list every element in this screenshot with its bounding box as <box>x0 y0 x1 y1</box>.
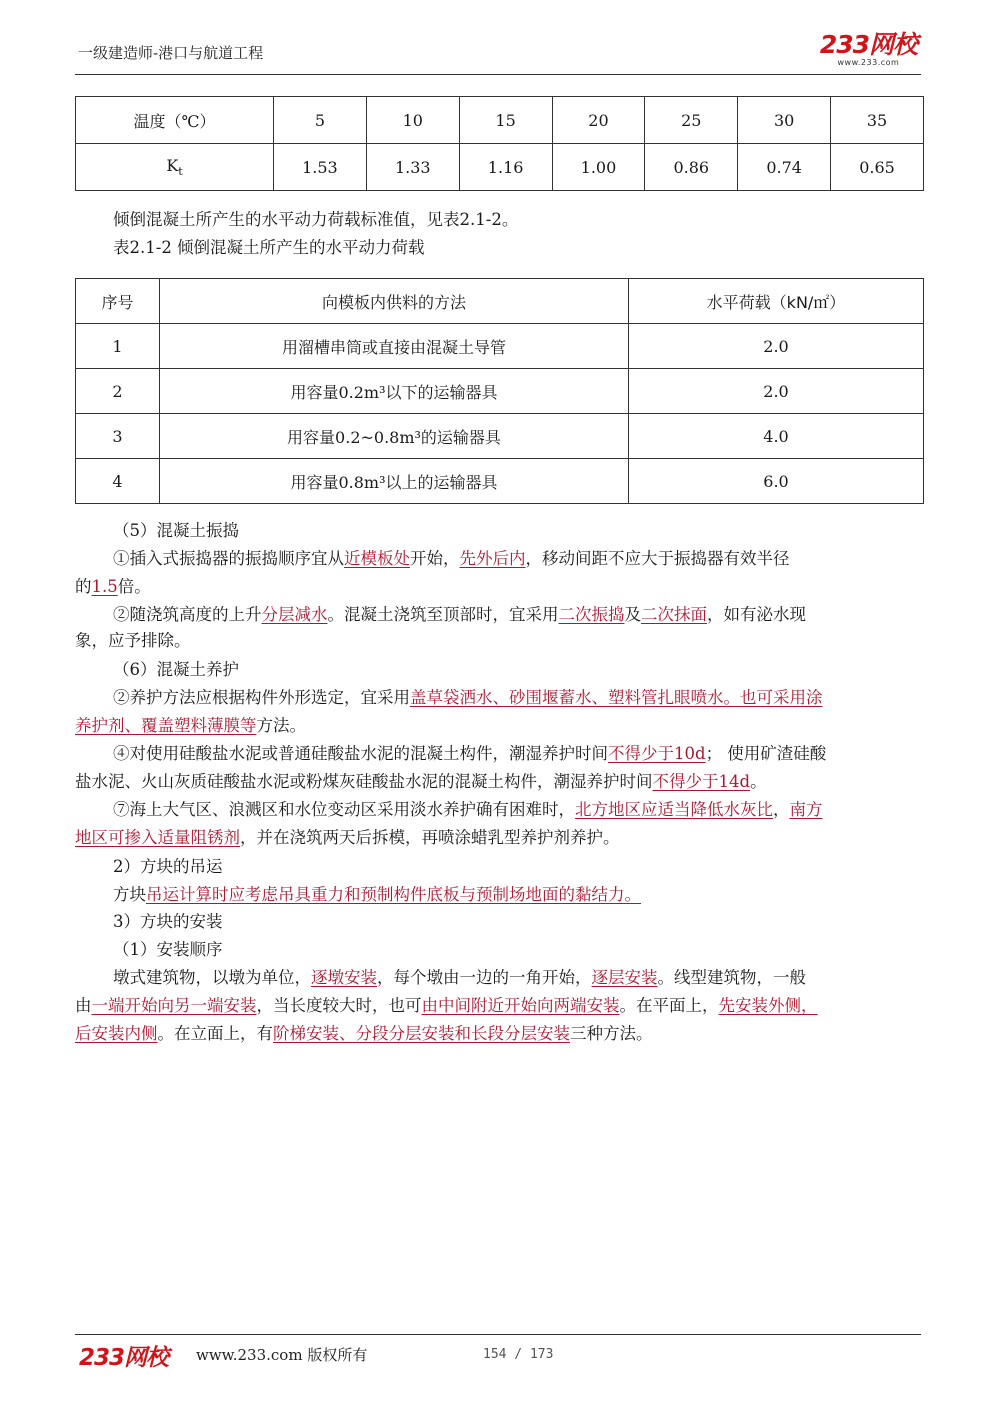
text-span: 由 <box>75 996 92 1015</box>
text-span: ①插入式振捣器的振捣顺序宜从 <box>113 549 344 568</box>
brand-logo[interactable] <box>820 32 917 67</box>
table-cell: 15 <box>459 97 552 144</box>
page-number: 154 / 173 <box>483 1347 554 1362</box>
table-cell: 5 <box>274 97 367 144</box>
paragraph-line <box>75 995 925 1017</box>
table-cell: 2.0 <box>629 324 924 369</box>
text-span: 。在立面上，有 <box>157 1024 273 1043</box>
text-span: ，如有泌水现 <box>707 605 806 624</box>
text-span: 及 <box>624 605 641 624</box>
table-cell: 4 <box>76 459 160 504</box>
text-span: ，每个墩由一边的一角开始， <box>377 968 592 987</box>
paragraph-line <box>113 799 963 821</box>
column-header: 序号 <box>76 279 160 324</box>
paragraph-line <box>75 715 925 737</box>
highlight-span: 吊运计算时应考虑吊具重力和预制构件底板与预制场地面的黏结力。 <box>146 885 641 904</box>
highlight-span: 二次振捣 <box>558 605 625 624</box>
highlight-span: 逐墩安装 <box>311 968 377 987</box>
table-cell: 用容量0.8m³以上的运输器具 <box>160 459 629 504</box>
highlight-span: 二次抹面 <box>641 605 707 624</box>
table-cell: 0.86 <box>645 144 738 191</box>
table-row <box>76 144 924 191</box>
paragraph-line <box>75 771 925 793</box>
highlight-span: 由中间附近开始向两端安装 <box>421 996 620 1015</box>
logo-text: 233网校 <box>819 30 917 59</box>
table-cell: 1.53 <box>274 144 367 191</box>
table-row <box>76 459 924 504</box>
table-cell: 0.74 <box>738 144 831 191</box>
section-heading: （1）安装顺序 <box>113 940 223 959</box>
paragraph-line <box>113 967 963 989</box>
text-span: ②随浇筑高度的上升 <box>113 605 262 624</box>
kt-symbol: K <box>166 155 179 175</box>
paragraph-line <box>75 1023 925 1045</box>
highlight-span: 南方 <box>789 800 823 819</box>
table-row <box>76 369 924 414</box>
table-cell: 10 <box>366 97 459 144</box>
logo-url: www.233.com <box>837 58 900 67</box>
paragraph-line <box>113 687 963 709</box>
table-cell: 25 <box>645 97 738 144</box>
text-span: ， <box>773 800 790 819</box>
table-cell: 1.00 <box>552 144 645 191</box>
text-span: 开始， <box>410 549 460 568</box>
intro-line: 倾倒混凝土所产生的水平动力荷载标准值，见表2.1-2。 <box>113 210 519 229</box>
text-span: 。 <box>750 772 767 791</box>
table-row <box>76 414 924 459</box>
highlight-span: 不得少于10d <box>608 744 706 763</box>
text-span: ②养护方法应根据构件外形选定，宜采用 <box>113 688 410 707</box>
highlight-span: 一端开始向另一端安装 <box>91 996 257 1015</box>
paragraph-line <box>113 604 963 626</box>
text-span: 方法。 <box>256 716 306 735</box>
page-footer <box>75 1334 921 1375</box>
text-span: 盐水泥、火山灰质硅酸盐水泥或粉煤灰硅酸盐水泥的混凝土构件，潮湿养护时间 <box>75 772 653 791</box>
text-span: ，并在浇筑两天后拆模，再喷涂蜡乳型养护剂养护。 <box>240 828 620 847</box>
column-header: 水平荷载（kN/㎡） <box>629 279 924 324</box>
highlight-span: 先外后内 <box>459 549 526 568</box>
text-span: 。混凝土浇筑至顶部时，宜采用 <box>327 605 559 624</box>
section-heading: 3）方块的安装 <box>113 912 223 931</box>
table-cell: 6.0 <box>629 459 924 504</box>
text-span: ； 使用矿渣硅酸 <box>705 744 827 763</box>
text-span: 三种方法。 <box>570 1024 653 1043</box>
table-cell-label <box>76 144 274 191</box>
footer-logo[interactable]: 233网校 <box>79 1345 169 1371</box>
highlight-span: 先安装外侧， <box>718 996 818 1015</box>
table-header-row <box>76 279 924 324</box>
highlight-span: 分层减水 <box>261 605 328 624</box>
highlight-span: 北方地区应适当降低水灰比 <box>575 800 773 819</box>
table-row <box>76 97 924 144</box>
paragraph-line <box>113 884 963 906</box>
text-span: ，当长度较大时，也可 <box>256 996 422 1015</box>
highlight-span: 阶梯安装、分段分层安装和长段分层安装 <box>273 1024 570 1043</box>
paragraph-line <box>75 576 925 598</box>
column-header: 向模板内供料的方法 <box>160 279 629 324</box>
text-span: ④对使用硅酸盐水泥或普通硅酸盐水泥的混凝土构件，潮湿养护时间 <box>113 744 608 763</box>
table-cell: 1.33 <box>366 144 459 191</box>
paragraph-line <box>113 548 963 570</box>
highlight-span: 近模板处 <box>344 549 410 568</box>
highlight-span: 不得少于14d <box>652 772 751 791</box>
section-heading: 2）方块的吊运 <box>113 857 223 876</box>
paragraph-line <box>113 743 963 765</box>
table-cell: 30 <box>738 97 831 144</box>
table-cell: 1 <box>76 324 160 369</box>
table-cell: 35 <box>831 97 924 144</box>
table-cell: 用容量0.2m³以下的运输器具 <box>160 369 629 414</box>
text-span: 方块 <box>113 885 146 904</box>
text-span: ，移动间距不应大于振捣器有效半径 <box>525 549 790 568</box>
table-caption: 表2.1-2 倾倒混凝土所产生的水平动力荷载 <box>113 238 425 257</box>
highlight-span: 地区可掺入适量阻锈剂 <box>75 828 240 847</box>
table-cell: 1.16 <box>459 144 552 191</box>
highlight-span: 后安装内侧 <box>75 1024 158 1043</box>
table-row <box>76 324 924 369</box>
text-span: 的 <box>75 577 92 596</box>
table-cell: 2 <box>76 369 160 414</box>
paragraph-line <box>75 827 925 849</box>
highlight-span: 逐层安装 <box>591 968 658 987</box>
table-cell: 用溜槽串筒或直接由混凝土导管 <box>160 324 629 369</box>
highlight-span: 1.5 <box>91 577 118 596</box>
header-title: 一级建造师-港口与航道工程 <box>78 44 264 62</box>
table-cell: 0.65 <box>831 144 924 191</box>
highlight-span: 盖草袋洒水、砂围堰蓄水、塑料管扎眼喷水。也可采用涂 <box>410 688 823 707</box>
temperature-coefficient-table <box>75 96 924 191</box>
section-heading: （6）混凝土养护 <box>113 660 239 679</box>
text-span: ⑦海上大气区、浪溅区和水位变动区采用淡水养护确有困难时， <box>113 800 575 819</box>
horizontal-load-table <box>75 278 924 504</box>
table-cell: 2.0 <box>629 369 924 414</box>
table-cell: 3 <box>76 414 160 459</box>
section-heading: （5）混凝土振捣 <box>113 521 239 540</box>
text-span: 。在平面上， <box>619 996 719 1015</box>
footer-site-text: www.233.com 版权所有 <box>196 1346 368 1364</box>
table-cell: 20 <box>552 97 645 144</box>
table-cell: 用容量0.2~0.8m³的运输器具 <box>160 414 629 459</box>
paragraph-line: 象，应予排除。 <box>75 631 191 650</box>
highlight-span: 养护剂、覆盖塑料薄膜等 <box>75 716 257 735</box>
table-cell-label: 温度（℃） <box>76 97 274 144</box>
kt-subscript: t <box>178 165 183 179</box>
text-span: 倍。 <box>117 577 151 596</box>
text-span: 。线型建筑物，一般 <box>657 968 806 987</box>
text-span: 墩式建筑物，以墩为单位， <box>113 968 311 987</box>
page-header <box>75 28 921 75</box>
table-cell: 4.0 <box>629 414 924 459</box>
